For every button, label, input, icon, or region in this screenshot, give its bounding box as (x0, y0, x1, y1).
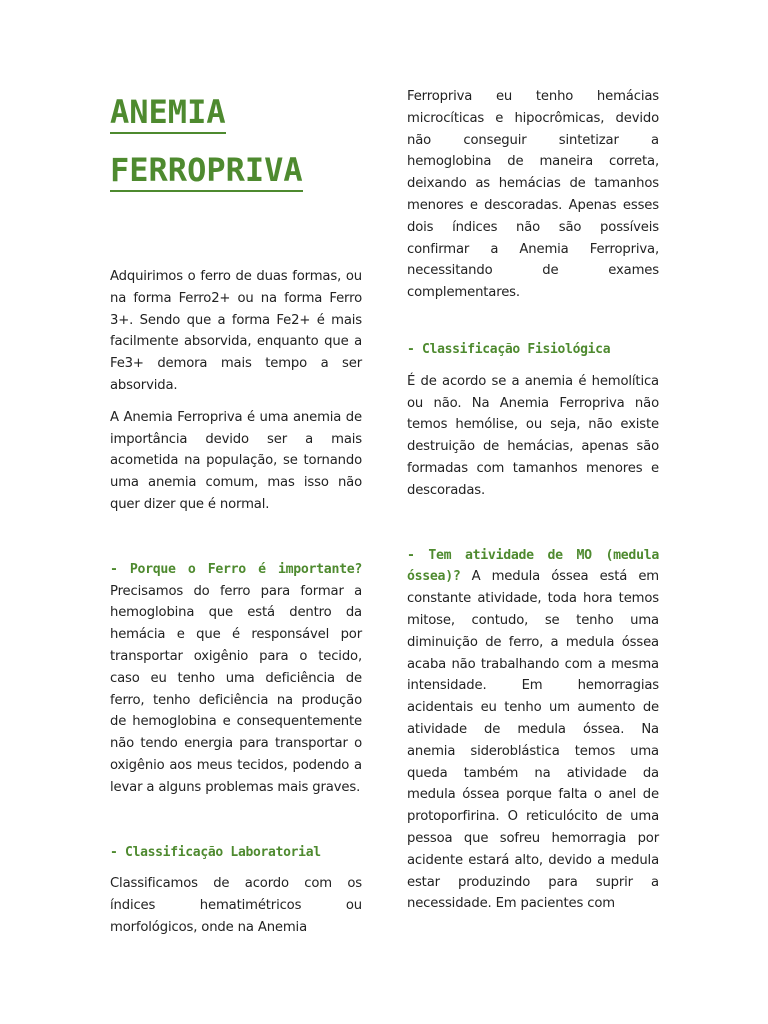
section-laboratory-text: Classificamos de acordo com os índices hematimétricos ou morfológicos, onde na Anemia (110, 876, 362, 935)
section-importance-paragraph (110, 559, 362, 799)
section-marrow-paragraph (407, 545, 659, 916)
intro-paragraph-2: A Anemia Ferropriva é uma anemia de importância devido ser a mais acometida na população, se tornando uma anemia comum, mas isso não quer dizer que é normal. (110, 409, 362, 512)
intro-paragraph-1: Adquirimos o ferro de duas formas, ou na forma Ferro2+ ou na forma Ferro 3+. Sendo que a forma Fe2+ é mais facilmente absorvida, enquanto que a Fe3+ demora mais tempo a ser absorvida. (110, 269, 362, 393)
title-line-1: ANEMIA (110, 92, 226, 134)
section-physiological-text: É de acordo se a anemia é hemolítica ou não. Na Anemia Ferropriva não temos hemólise, ou seja, não existe destruição de hemácias, apenas são formadas com tamanhos menores e descoradas. (407, 373, 659, 498)
continuation-paragraph: Ferropriva eu tenho hemácias microcíticas e hipocrômicas, devido não conseguir sintetizar a hemoglobina de maneira correta, deixando as hemácias de tamanhos menores e descoradas. Apenas esses dois índices não são possíveis confirmar a Anemia Ferropriva, necessitando de exames complementares. (407, 89, 659, 301)
section-laboratory-heading: - Classificação Laboratorial (110, 844, 321, 860)
section-importance-heading: - Porque o Ferro é importante? (110, 561, 362, 577)
section-marrow-heading: - Tem atividade de MO (medula óssea)? (407, 547, 659, 585)
title-line-2: FERROPRIVA (110, 150, 303, 192)
left-column (110, 86, 362, 939)
right-column (407, 86, 659, 915)
section-physiological-heading: - Classificação Fisiológica (407, 341, 611, 357)
section-marrow-text: A medula óssea está em constante atividade, toda hora temos mitose, contudo, se tenho uma diminuição de ferro, a medula óssea acaba não trabalhando com a mesma intensidade. Em hemorragias acidentais eu tenho um aumento de atividade de medula óssea. Na anemia sideroblástica temos uma queda também na atividade da medula óssea porque falta o anel de protoporfirina. O reticulócito de uma pessoa que sofreu hemorragia por acidente estará alto, devido a medula estar produzindo para suprir a necessidade. Em pacientes com (407, 569, 659, 912)
document-title (110, 86, 362, 202)
section-importance-text: Precisamos do ferro para formar a hemoglobina que está dentro da hemácia e que é responsável por transportar oxigênio para o tecido, caso eu tenho uma deficiência de ferro, tenho deficiência na produção de hemoglobina e consequentemente não tendo energia para transportar o oxigênio aos meus tecidos, podendo a levar a alguns problemas mais graves. (110, 583, 362, 795)
